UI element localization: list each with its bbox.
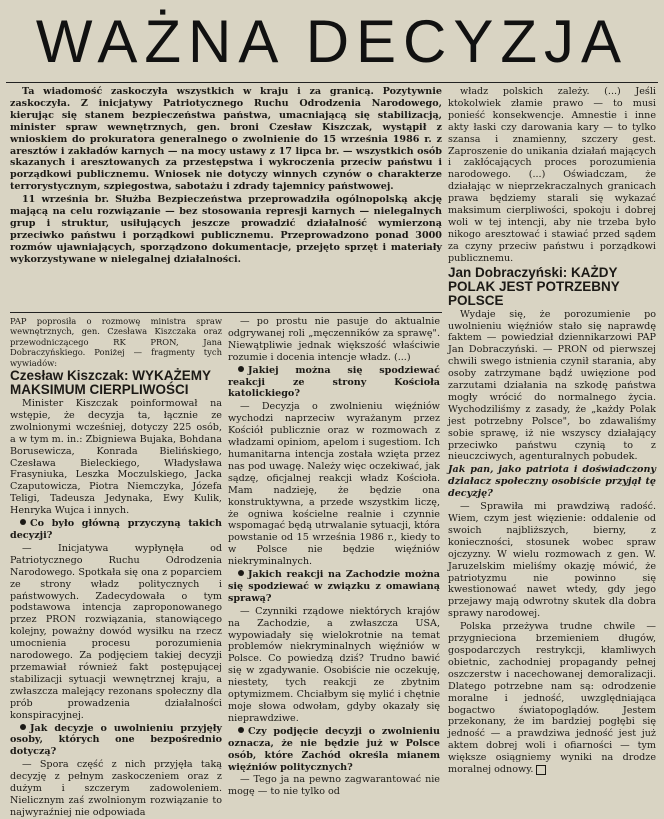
- headline-rule: [6, 82, 658, 83]
- col2-paragraph-2: — Decyzja o zwolnieniu więźniów wychodzi naprzeciw wyrażanym przez Kościół publicznie oraz w rozmowach z władzami opiniom, apelom i sugestiom. Ich humanitarna intencja została wzięta przez nas pod uwagę. Należy więc oczekiwać, jak sądzę, oficjalnej reakcji władz Kościoła. Mam nadzieję, że będzie ona konstruktywna, a przede wszystkim liczę, że ogniwa kościelne realnie i czynnie wspomagać będą utrwalanie sytuacji, która powstanie od 15 września 1986 r., kiedy to w Polsce nie będzie więźniów niekryminalnych.: [228, 401, 440, 568]
- lead-block: [10, 86, 442, 310]
- bullet-icon: [238, 366, 244, 372]
- col2-paragraph-4: — Tego ja na pewno zagwarantować nie mogę — to nie tylko od: [228, 774, 440, 798]
- col2-paragraph-3: — Czynniki rządowe niektórych krajów na Zachodzie, a zwłaszcza USA, wypowiadały się wielokrotnie na temat problemów niekryminalnych więźniów w Polsce. Co powiedzą dziś? Trudno bawić się w zgadywanie. Osobiście nie oczekuję, niestety, tych reakcji ze zbytnim optymizmem. Chciałbym się mylić i chętnie moje słowa odwołam, gdyby okazały się nieprawdziwe.: [228, 605, 440, 724]
- kiszczak-heading: Czesław Kiszczak: WYKAŻEMY MAKSIMUM CIERPLIWOŚCI: [10, 368, 211, 398]
- lead-paragraph-1: Ta wiadomość zaskoczyła wszystkich w kraju i za granicą. Pozytywnie zaskoczyła. Z inicjatywy Patriotycznego Ruchu Odrodzenia Narodowego, kierując się stanem bezpieczeństwa państwa, umacniającą się stabilizacją, minister spraw wewnętrznych, gen. broni Czesław Kiszczak, wystąpił z wnioskiem do prokuratora generalnego o zwolnienie do 15 września 1986 r. z aresztów i zakładów karnych — na mocy ustawy z 17 lipca br. — wszystkich osób skazanych i aresztowanych za przestępstwa i wykroczenia przeciw państwu i porządkowi publicznemu. Wniosek nie dotyczy winnych czynów o charakterze terrorystycznym, szpiegostwa, sabotażu i zdrady tajemnicy państwowej.: [10, 86, 442, 193]
- col3-paragraph-4: [448, 621, 656, 776]
- col2-question-1: [228, 365, 440, 401]
- column-3: [448, 86, 656, 798]
- col1-question-1-text: Co było główną przyczyną takich decyzji?: [10, 518, 222, 541]
- col2-question-2: [228, 569, 440, 605]
- dobraczynski-heading: Jan Dobraczyński: KAŻDY POLAK JEST POTRZEBNY POLSCE: [448, 264, 620, 308]
- headline: WAŻNA DECYZJA: [35, 8, 629, 75]
- col3-paragraph-3: — Sprawiła mi prawdziwą radość. Wiem, czym jest więzienie: oddalenie od swoich najbliższych, bierny, z konieczności, stosunek wobec spraw ojczyzny. W wielu rozmowach z gen. W. Jaruzelskim mieliśmy okazję mówić, że patriotyzmu nie powinno się kwestionować nawet wtedy, gdy jego przejawy mają odwrotny skutek dla dobra sprawy narodowej.: [448, 501, 656, 620]
- interview-intro: PAP poprosiła o rozmowę ministra spraw wewnętrznych, gen. Czesława Kiszczaka oraz przewodniczącego RK PRON, Jana Dobraczyńskiego. Poniżej — fragmenty tych wywiadów:: [10, 316, 222, 368]
- col1-question-1: [10, 518, 222, 542]
- bullet-icon: [20, 519, 26, 525]
- col1-paragraph-1: Minister Kiszczak poinformował na wstępie, że decyzja ta, łącznie ze zwolnionymi wcześniej, dotyczy 225 osób, a w tym m. in.: Zbigniewa Bujaka, Bohdana Borusewicza, Konrada Bielińskiego, Czesława Bieleckiego, Władysława Frasyniuka, Leszka Moczulskiego, Jacka Czaputowicza, Piotra Niemczyka, Józefa Teligi, Tadeusza Jedynaka, Ewy Kulik, Henryka Wujca i innych.: [10, 398, 222, 517]
- col2-question-3: [228, 726, 440, 774]
- bullet-icon: [238, 727, 244, 733]
- col1-question-2-text: Jak decyzje o uwolnieniu przyjęły osoby, których one bezpośrednio dotyczą?: [10, 722, 222, 758]
- bullet-icon: [20, 724, 26, 730]
- col2-paragraph-1: — po prostu nie pasuje do aktualnie odgrywanej roli „męczenników za sprawę". Niewątpliwie jednak większość właściwie rozumie i docenia intencje władz. (...): [228, 316, 440, 363]
- col2-question-2-text: Jakich reakcji na Zachodzie można się spodziewać w związku z omawianą sprawą?: [228, 569, 440, 604]
- bullet-icon: [238, 570, 244, 576]
- col3-paragraph-4-text: Polska przeżywa trudne chwile — przygnieciona brzemieniem długów, gospodarczych restrykcji, kłamliwych obietnic, zachodniej propagandy pełnej oszczerstw i nacechowanej demoralizacji. Dlatego potrzebne nam są: odrodzenie moralne i jedność, uwzględniająca bogactwo światopoglądów. Jestem przekonany, że im bardziej pogłębi się jedność — a prawdziwa jedność jest już aktem dobrej woli i ofiarności — tym większe osiągniemy wyniki na drodze moralnej odnowy.: [448, 621, 656, 776]
- col3-paragraph-1: władz polskich zależy. (...) Jeśli ktokolwiek złamie prawo — to musi ponieść konsekwencje. Amnestie i inne akty łaski czy darowania kary — to tylko szansa i znamienny, szczery gest. Zaproszenie do unikania działań mających i zakłócających proces porozumienia narodowego. (...) Oświadczam, że działając w nieprzekraczalnych granicach prawa będziemy starali się wykazać maksimum cierpliwości, spokoju i dobrej woli w tej intencji, aby nie trzeba było nikogo aresztować i stawiać przed sądem za czyny przeciw państwu i porządkowi publicznemu.: [448, 86, 656, 264]
- col1-paragraph-3: — Spora część z nich przyjęła taką decyzję z pełnym zaskoczeniem oraz z dużym i szczerym zadowoleniem. Nielicznym zaś zwolnionym rozwiązanie to najwyraźniej nie odpowiada: [10, 759, 222, 818]
- col1-paragraph-2: — Inicjatywa wypłynęła od Patriotycznego Ruchu Odrodzenia Narodowego. Spotkała się ona z poparciem ze strony władz politycznych i państwowych. Zadecydowała o tym podstawowa intencja zaproponowanego przez PRON rozwiązania, stanowiącego kolejny, poważny dowód wysiłku na rzecz umocnienia procesu porozumienia narodowego. Za podjęciem takiej decyzji przemawiał również fakt postępującej stabilizacji sytuacji wewnętrznej kraju, a zwłaszcza malejący rezonans społeczny dla prób prowadzenia działalności konspiracyjnej.: [10, 542, 222, 721]
- lead-rule: [10, 312, 442, 313]
- column-2: [228, 316, 440, 798]
- col3-question-1: [448, 464, 656, 500]
- end-mark-icon: [536, 765, 546, 775]
- lead-paragraph-2: 11 września br. Służba Bezpieczeństwa przeprowadziła ogólnopolską akcję mającą na celu rozwiązanie — bez stosowania represji karnych — nielegalnych grup i struktur, usiłujących jeszcze prowadzić działalność wymierzoną przeciwko państwu i porządkowi publicznemu. Przeprowadzono ponad 3000 rozmów ujawniających, sporządzono dokumentacje, przejęto sprzęt i materiały wykorzystywane w nielegalnej działalności.: [10, 194, 442, 265]
- col3-paragraph-2: Wydaje się, że porozumienie po uwolnieniu więźniów stało się naprawdę faktem — powiedział dziennikarzowi PAP Jan Dobraczyński. — PRON od pierwszej chwili swego istnienia czynił starania, aby osoby zatrzymane bądź uwięzione pod zarzutami działania na szkodę państwa mogły wrócić do normalnego życia. Wychodziliśmy z zasady, że „każdy Polak jest potrzebny Polsce", bo zdawaliśmy sobie sprawę, iż nie wszyscy działający przeciwko państwu czynią to z nieuczciwych, agenturalnych pobudek.: [448, 308, 656, 463]
- col2-question-3-text: Czy podjęcie decyzji o zwolnieniu oznacza, że nie będzie już w Polsce osób, które Zachód określa mianem więźniów politycznych?: [228, 725, 440, 773]
- col2-question-1-text: Jakiej można się spodziewać reakcji ze strony Kościoła katolickiego?: [228, 364, 440, 400]
- column-1: [10, 316, 222, 818]
- col1-question-2: [10, 723, 222, 759]
- col3-question-1-text: Jak pan, jako patriota i doświadczony działacz społeczny osobiście przyjął tę decyzję?: [448, 464, 656, 500]
